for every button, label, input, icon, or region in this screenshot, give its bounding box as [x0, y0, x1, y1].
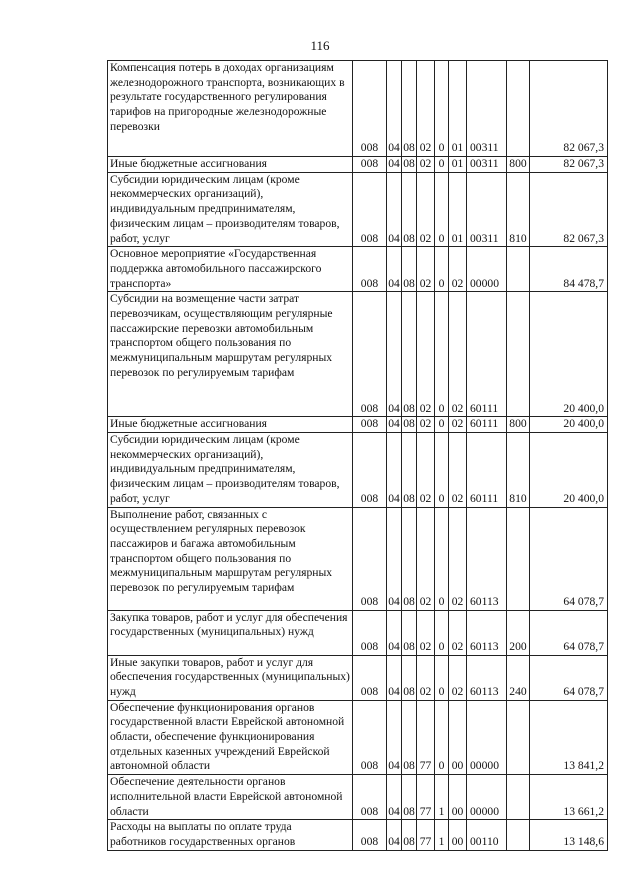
- cell-amount: 20 400,0: [530, 292, 608, 417]
- cell-ministry-code: 008: [353, 247, 387, 292]
- cell-amount: 84 478,7: [530, 247, 608, 292]
- cell-direction-code: 00110: [467, 820, 507, 850]
- cell-program-code: 02: [417, 610, 435, 655]
- cell-subsection-code: 08: [402, 700, 417, 775]
- row-name: Основное мероприятие «Государственная поддержка автомобильного пассажирского транспорта»: [108, 247, 353, 292]
- cell-subsection-code: 08: [402, 61, 417, 157]
- cell-section-code: 04: [387, 247, 402, 292]
- cell-program-code: 02: [417, 433, 435, 508]
- cell-program-code: 02: [417, 157, 435, 173]
- cell-section-code: 04: [387, 655, 402, 700]
- cell-event-code: 02: [449, 610, 467, 655]
- cell-subsection-code: 08: [402, 292, 417, 417]
- cell-amount: 82 067,3: [530, 61, 608, 157]
- cell-ministry-code: 008: [353, 433, 387, 508]
- cell-event-code: 02: [449, 292, 467, 417]
- cell-expense-type: [507, 61, 530, 157]
- cell-amount: 20 400,0: [530, 433, 608, 508]
- cell-expense-type: 810: [507, 433, 530, 508]
- cell-event-code: 02: [449, 247, 467, 292]
- cell-section-code: 04: [387, 61, 402, 157]
- cell-expense-type: [507, 775, 530, 820]
- table-row: [108, 247, 608, 292]
- cell-direction-code: 00311: [467, 172, 507, 247]
- cell-direction-code: 00000: [467, 700, 507, 775]
- table-row: [108, 507, 608, 610]
- cell-subsection-code: 08: [402, 157, 417, 173]
- row-name: Иные бюджетные ассигнования: [108, 157, 353, 173]
- table-row: [108, 700, 608, 775]
- cell-direction-code: 60113: [467, 655, 507, 700]
- cell-amount: 64 078,7: [530, 610, 608, 655]
- cell-subprogram-code: 0: [435, 247, 449, 292]
- cell-amount: 82 067,3: [530, 157, 608, 173]
- cell-direction-code: 60113: [467, 610, 507, 655]
- cell-program-code: 77: [417, 820, 435, 850]
- cell-expense-type: [507, 247, 530, 292]
- cell-section-code: 04: [387, 292, 402, 417]
- cell-direction-code: 60111: [467, 417, 507, 433]
- cell-subsection-code: 08: [402, 172, 417, 247]
- cell-direction-code: 00311: [467, 61, 507, 157]
- cell-subsection-code: 08: [402, 417, 417, 433]
- row-name: Субсидии на возмещение части затрат перевозчикам, осуществляющим регулярные пассажирские перевозки автомобильным транспортом общего пользования по межмуниципальным маршрутам регулярных перевозок по регулируемым тарифам: [108, 292, 353, 417]
- cell-ministry-code: 008: [353, 775, 387, 820]
- cell-subprogram-code: 0: [435, 61, 449, 157]
- cell-section-code: 04: [387, 507, 402, 610]
- row-name: Обеспечение деятельности органов исполнительной власти Еврейской автономной области: [108, 775, 353, 820]
- row-name: Компенсация потерь в доходах организациям железнодорожного транспорта, возникающих в результате государственного регулирования тарифов на пригородные железнодорожные перевозки: [108, 61, 353, 157]
- cell-event-code: 02: [449, 433, 467, 508]
- table-row: [108, 292, 608, 417]
- cell-section-code: 04: [387, 172, 402, 247]
- cell-direction-code: 00000: [467, 247, 507, 292]
- cell-event-code: 01: [449, 157, 467, 173]
- budget-table: [107, 60, 608, 851]
- cell-subprogram-code: 0: [435, 417, 449, 433]
- cell-subsection-code: 08: [402, 433, 417, 508]
- cell-program-code: 02: [417, 507, 435, 610]
- cell-direction-code: 00311: [467, 157, 507, 173]
- table-row: [108, 610, 608, 655]
- cell-program-code: 77: [417, 700, 435, 775]
- cell-ministry-code: 008: [353, 61, 387, 157]
- cell-ministry-code: 008: [353, 507, 387, 610]
- table-row: [108, 433, 608, 508]
- cell-expense-type: 200: [507, 610, 530, 655]
- page-number: 116: [310, 38, 330, 53]
- cell-amount: 20 400,0: [530, 417, 608, 433]
- cell-expense-type: [507, 700, 530, 775]
- table-row: [108, 820, 608, 850]
- cell-expense-type: 800: [507, 417, 530, 433]
- cell-event-code: 02: [449, 507, 467, 610]
- cell-expense-type: 240: [507, 655, 530, 700]
- cell-subsection-code: 08: [402, 655, 417, 700]
- row-name: Выполнение работ, связанных с осуществлением регулярных перевозок пассажиров и багажа автомобильным транспортом общего пользования по межмуниципальным маршрутам регулярных перевозок по регулируемым тарифам: [108, 507, 353, 610]
- cell-program-code: 02: [417, 247, 435, 292]
- cell-subprogram-code: 0: [435, 700, 449, 775]
- cell-section-code: 04: [387, 610, 402, 655]
- cell-ministry-code: 008: [353, 820, 387, 850]
- cell-amount: 82 067,3: [530, 172, 608, 247]
- cell-event-code: 00: [449, 700, 467, 775]
- cell-expense-type: [507, 820, 530, 850]
- table-row: [108, 61, 608, 157]
- row-name: Иные закупки товаров, работ и услуг для обеспечения государственных (муниципальных) нужд: [108, 655, 353, 700]
- cell-direction-code: 60111: [467, 433, 507, 508]
- cell-section-code: 04: [387, 775, 402, 820]
- cell-section-code: 04: [387, 700, 402, 775]
- cell-ministry-code: 008: [353, 417, 387, 433]
- cell-event-code: 02: [449, 655, 467, 700]
- cell-ministry-code: 008: [353, 292, 387, 417]
- cell-ministry-code: 008: [353, 172, 387, 247]
- row-name: Расходы на выплаты по оплате труда работников государственных органов: [108, 820, 353, 850]
- cell-section-code: 04: [387, 820, 402, 850]
- cell-program-code: 02: [417, 292, 435, 417]
- cell-ministry-code: 008: [353, 610, 387, 655]
- cell-direction-code: 00000: [467, 775, 507, 820]
- cell-expense-type: [507, 507, 530, 610]
- table-row: [108, 172, 608, 247]
- cell-expense-type: 810: [507, 172, 530, 247]
- cell-event-code: 00: [449, 775, 467, 820]
- cell-event-code: 02: [449, 417, 467, 433]
- cell-subsection-code: 08: [402, 820, 417, 850]
- cell-subprogram-code: 1: [435, 820, 449, 850]
- cell-subsection-code: 08: [402, 775, 417, 820]
- cell-section-code: 04: [387, 157, 402, 173]
- cell-section-code: 04: [387, 433, 402, 508]
- cell-subprogram-code: 0: [435, 655, 449, 700]
- cell-section-code: 04: [387, 417, 402, 433]
- cell-program-code: 77: [417, 775, 435, 820]
- row-name: Субсидии юридическим лицам (кроме некоммерческих организаций), индивидуальным предпринимателям, физическим лицам – производителям товаров, работ, услуг: [108, 433, 353, 508]
- cell-subprogram-code: 0: [435, 292, 449, 417]
- cell-program-code: 02: [417, 61, 435, 157]
- cell-amount: 64 078,7: [530, 655, 608, 700]
- cell-amount: 64 078,7: [530, 507, 608, 610]
- cell-subprogram-code: 0: [435, 433, 449, 508]
- table-row: [108, 417, 608, 433]
- row-name: Иные бюджетные ассигнования: [108, 417, 353, 433]
- table-row: [108, 775, 608, 820]
- table-row: [108, 655, 608, 700]
- cell-expense-type: [507, 292, 530, 417]
- row-name: Субсидии юридическим лицам (кроме некоммерческих организаций), индивидуальным предпринимателям, физическим лицам – производителям товаров, работ, услуг: [108, 172, 353, 247]
- cell-event-code: 00: [449, 820, 467, 850]
- cell-amount: 13 661,2: [530, 775, 608, 820]
- cell-program-code: 02: [417, 655, 435, 700]
- cell-subsection-code: 08: [402, 507, 417, 610]
- cell-event-code: 01: [449, 61, 467, 157]
- cell-subprogram-code: 0: [435, 610, 449, 655]
- cell-program-code: 02: [417, 172, 435, 247]
- cell-ministry-code: 008: [353, 157, 387, 173]
- row-name: Закупка товаров, работ и услуг для обеспечения государственных (муниципальных) нужд: [108, 610, 353, 655]
- cell-subprogram-code: 0: [435, 507, 449, 610]
- cell-subprogram-code: 0: [435, 157, 449, 173]
- table-row: [108, 157, 608, 173]
- cell-event-code: 01: [449, 172, 467, 247]
- cell-subprogram-code: 1: [435, 775, 449, 820]
- cell-amount: 13 841,2: [530, 700, 608, 775]
- cell-subsection-code: 08: [402, 610, 417, 655]
- cell-expense-type: 800: [507, 157, 530, 173]
- cell-subsection-code: 08: [402, 247, 417, 292]
- cell-direction-code: 60113: [467, 507, 507, 610]
- row-name: Обеспечение функционирования органов государственной власти Еврейской автономной области, обеспечение функционирования отдельных казенных учреждений Еврейской автономной области: [108, 700, 353, 775]
- cell-ministry-code: 008: [353, 655, 387, 700]
- cell-amount: 13 148,6: [530, 820, 608, 850]
- cell-program-code: 02: [417, 417, 435, 433]
- cell-subprogram-code: 0: [435, 172, 449, 247]
- cell-ministry-code: 008: [353, 700, 387, 775]
- cell-direction-code: 60111: [467, 292, 507, 417]
